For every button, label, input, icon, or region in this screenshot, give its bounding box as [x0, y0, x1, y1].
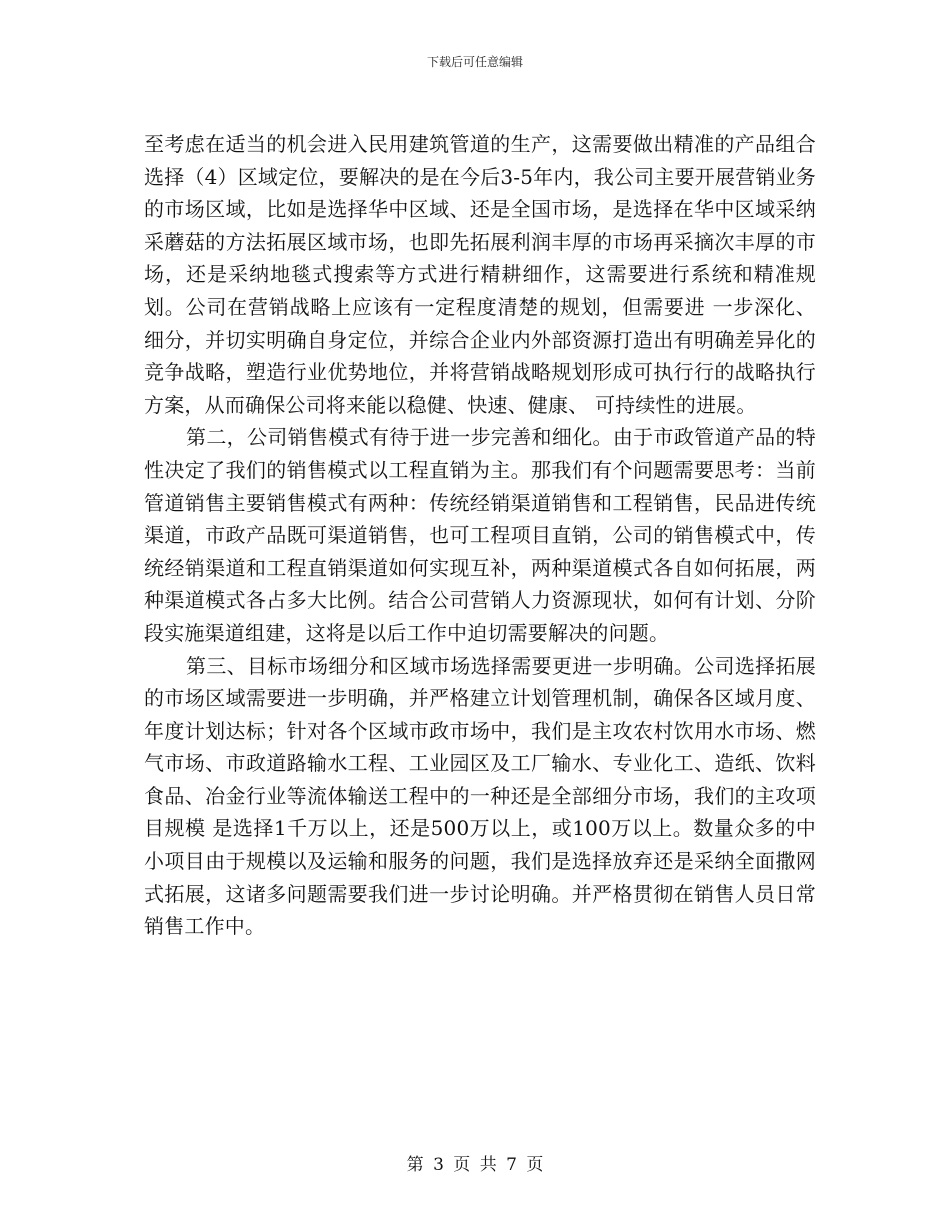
paragraph-1: 至考虑在适当的机会进入民用建筑管道的生产，这需要做出精准的产品组合选择（4）区域定位，要解决的是在今后3-5年内，我公司主要开展营销业务的市场区域，比如是选择华中区域、还是全国市场，是选择在华中区域采纳采蘑菇的方法拓展区域市场，也即先拓展利润丰厚的市场再采摘次丰厚的市场，还是采纳地毯式搜索等方式进行精耕细作，这需要进行系统和精准规划。公司在营销战略上应该有一定程度清楚的规划，但需要进 一步深化、细分，并切实明确自身定位，并综合企业内外部资源打造出有明确差异化的竞争战略，塑造行业优势地位，并将营销战略规划形成可执行行的战略执行方案，从而确保公司将来能以稳健、快速、健康、 可持续性的进展。 — [144, 132, 816, 417]
paragraph-2: 第二，公司销售模式有待于进一步完善和细化。由于市政管道产品的特性决定了我们的销售模式以工程直销为主。那我们有个问题需要思考：当前管道销售主要销售模式有两种：传统经销渠道销售和工程销售，民品进传统渠道，市政产品既可渠道销售，也可工程项目直销，公司的销售模式中，传统经销渠道和工程直销渠道如何实现互补，两种渠道模式各自如何拓展，两种渠道模式各占多大比例。结合公司营销人力资源现状，如何有计划、分阶段实施渠道组建，这将是以后工作中迫切需要解决的问题。 — [144, 425, 816, 645]
paragraph-3: 第三、目标市场细分和区域市场选择需要更进一步明确。公司选择拓展的市场区域需要进一步明确，并严格建立计划管理机制，确保各区域月度、年度计划达标；针对各个区域市政市场中，我们是主攻农村饮用水市场、燃气市场、市政道路输水工程、工业园区及工厂输水、专业化工、造纸、饮料食品、冶金行业等流体输送工程中的一种还是全部细分市场，我们的主攻项目规模 是选择1千万以上，还是500万以上，或100万以上。数量众多的中小项目由于规模以及运输和服务的问题，我们是选择放弃还是采纳全面撒网式拓展，这诸多问题需要我们进一步讨论明确。并严格贯彻在销售人员日常销售工作中。 — [144, 653, 816, 939]
page-number-footer: 第 3 页 共 7 页 — [406, 1155, 544, 1175]
document-body — [144, 128, 816, 943]
page-header: 下载后可任意编辑 — [426, 55, 523, 69]
